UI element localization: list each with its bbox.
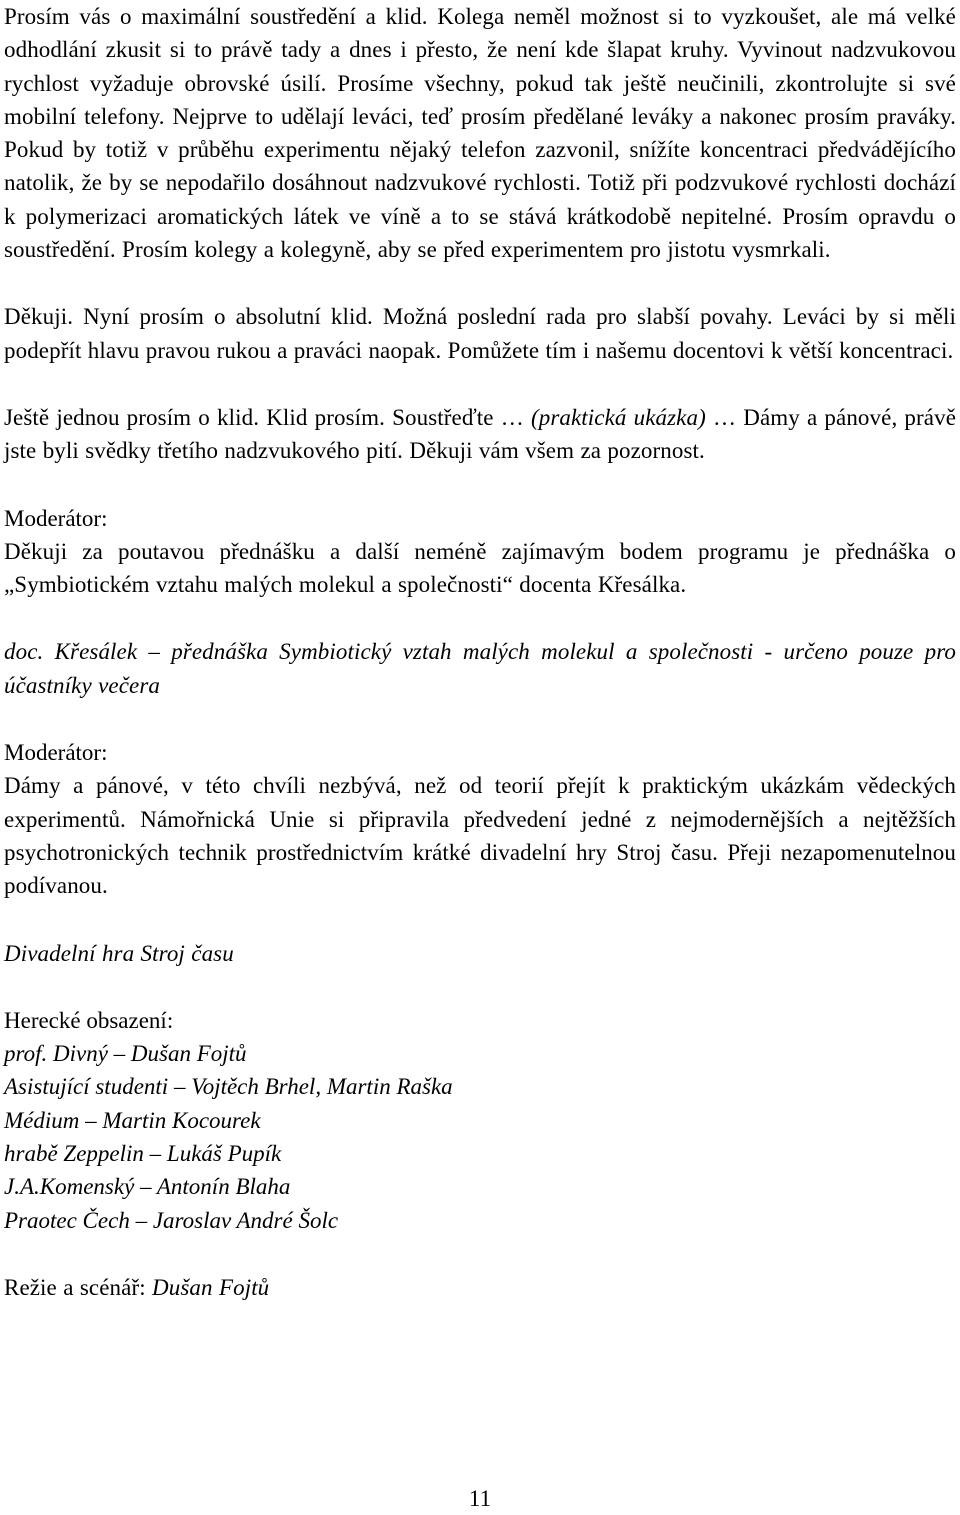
demo-italic-note: (praktická ukázka) xyxy=(530,404,706,430)
play-title: Divadelní hra Stroj času xyxy=(4,940,234,966)
lecture-note: doc. Křesálek – přednáška Symbiotický vztah malých molekul a společnosti - určeno pouze pro účastníky večera xyxy=(4,639,956,698)
cast-heading: Herecké obsazení: xyxy=(4,1007,174,1033)
cast-item: Asistující studenti – Vojtěch Brhel, Martin Raška xyxy=(4,1074,453,1100)
paragraph-moderator-1: Děkuji za poutavou přednášku a další neméně zajímavým bodem programu je přednáška o „Symbiotickém vztahu malých molekul a společnosti“ docenta Křesálka. xyxy=(4,538,956,598)
paragraph-demo xyxy=(4,401,956,468)
cast-list xyxy=(4,1037,956,1237)
cast-item: Médium – Martin Kocourek xyxy=(4,1107,261,1133)
paragraph-intro: Prosím vás o maximální soustředění a klid. Kolega neměl možnost si to vyzkoušet, ale má velké odhodlání zkusit si to právě tady a dnes i přesto, že není kde šlapat kruhy. Vyvinout nadzvukovou rychlost vyžaduje obrovské úsilí. Prosíme všechny, pokud tak ještě neučinili, zkontrolujte si své mobilní telefony. Nejprve to udělají leváci, teď prosím předělané leváky a nakonec prosím praváky. Pokud by totiž v průběhu experimentu nějaký telefon zazvonil, snížíte koncentraci předvádějícího natolik, že by se nepodařilo dosáhnout nadzvukové rychlosti. Totiž při podzvukové rychlosti dochází k polymerizaci aromatických látek ve víně a to se stává krátkodobě nepitelné. Prosím opravdu o soustředění. Prosím kolegy a kolegyně, aby se před experimentem pro jistotu vysmrkali. xyxy=(4,4,956,263)
paragraph-thanks: Děkuji. Nyní prosím o absolutní klid. Možná poslední rada pro slabší povahy. Leváci by si měli podepřít hlavu pravou rukou a praváci naopak. Pomůžete tím i našemu docentovi k větší koncentraci. xyxy=(4,304,956,363)
cast-item: prof. Divný – Dušan Fojtů xyxy=(4,1041,247,1067)
director-line xyxy=(4,1271,956,1304)
document-page xyxy=(4,0,956,1304)
page-number: 11 xyxy=(468,1486,492,1511)
paragraph-moderator-2: Dámy a pánové, v této chvíli nezbývá, než od teorií přejít k praktickým ukázkám vědeckých experimentů. Námořnická Unie si připravila předvedení jedné z nejmodernějších a nejtěžších psychotronických technik prostřednictvím krátké divadelní hry Stroj času. Přeji nezapomenutelnou podívanou. xyxy=(4,773,956,899)
demo-text-start: Ještě jednou prosím o klid. Klid prosím. Soustřeďte … xyxy=(4,404,531,430)
director-label: Režie a scénář: xyxy=(4,1274,153,1300)
cast-item: J.A.Komenský – Antonín Blaha xyxy=(4,1174,291,1200)
moderator-label-2: Moderátor: xyxy=(4,740,108,766)
moderator-label: Moderátor: xyxy=(4,505,108,531)
cast-item: Praotec Čech – Jaroslav André Šolc xyxy=(4,1207,339,1233)
demo-text-end: … Dámy a pánové, právě jste byli svědky třetího nadzvukového pití. Děkuji vám všem za pozornost. xyxy=(4,404,957,464)
director-name: Dušan Fojtů xyxy=(152,1274,270,1300)
cast-item: hrabě Zeppelin – Lukáš Pupík xyxy=(4,1141,282,1167)
